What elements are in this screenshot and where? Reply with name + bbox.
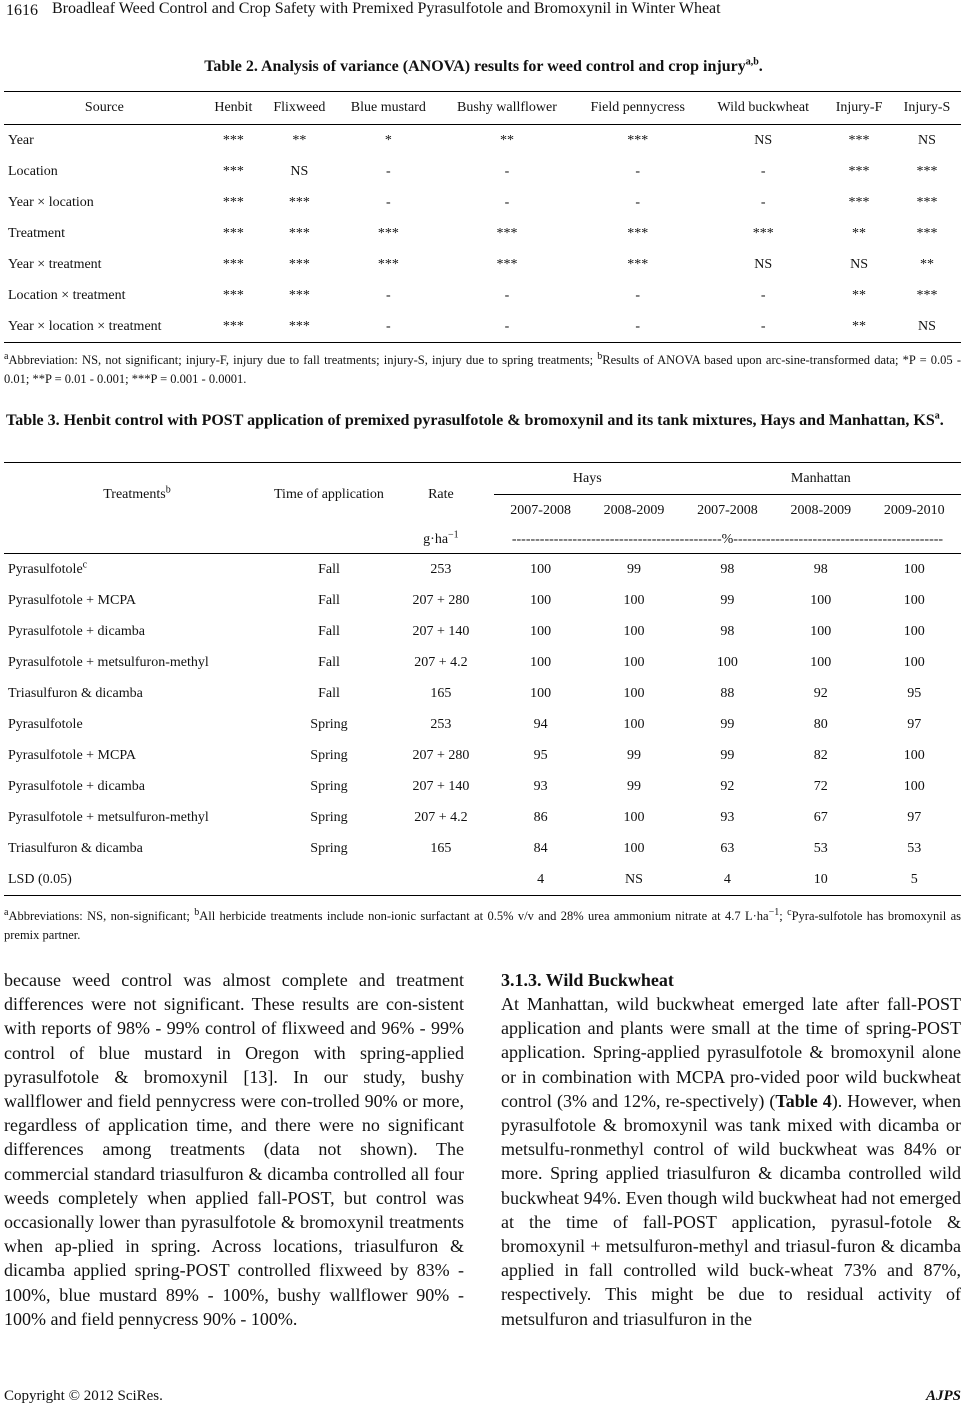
table-row (4, 187, 961, 218)
table-cell: 100 (810, 623, 832, 639)
table3-footnote: $^a$Abbreviations: NS, non-significant; $^b$All herbicide treatments include non-ionic surfactant at 0.5% v/v and 28% urea ammonium nitrate at 4.7 $L\cdot ha^{-1}$; $^c$Pyra-sulfotole has bromoxynil as premix partner. (4, 906, 961, 942)
table-cell: *** (627, 225, 649, 241)
table-cell: 99 (627, 561, 641, 577)
table2-caption-sup: a,b (745, 56, 759, 68)
table-cell (388, 864, 494, 896)
table-row (4, 833, 961, 864)
table-cell: 253 (430, 716, 452, 732)
henbit-header-row-1 (4, 463, 961, 495)
table2-footnote-b: Results of ANOVA based upon arc-sine-transformed data; *P = 0.05 - 0.01; **P = 0.01 - 0.001; ***P = 0.001 - 0.0001. (4, 353, 961, 386)
table-cell: - (635, 287, 641, 303)
table-cell: - (635, 163, 641, 179)
table-cell: 100 (530, 623, 552, 639)
table-row (4, 740, 961, 771)
table-cell: *** (496, 256, 518, 272)
fn-mark-a: a (4, 350, 9, 362)
table-row (4, 678, 961, 709)
table-cell: 207 + 140 (412, 778, 470, 794)
anova-col-header: Source (4, 92, 205, 125)
table-cell: 99 (720, 716, 735, 732)
row-source: Year × location × treatment (4, 311, 205, 343)
row-source: Year × treatment (8, 256, 102, 272)
hays-header: Hays (494, 463, 681, 495)
table-cell: 100 (530, 654, 552, 670)
table-cell: 207 + 280 (412, 747, 470, 763)
table3-footnote-a: Abbreviations: NS, non-significant; (8, 909, 195, 923)
table3-footnote-c: Pyra-sulfotole has bromoxynil as premix partner. (4, 909, 961, 942)
table-cell: 100 (716, 654, 738, 670)
table-row (4, 771, 961, 802)
table-cell: *** (916, 163, 938, 179)
table-cell: *** (627, 256, 649, 272)
table-row (4, 125, 961, 157)
section-heading: 3.1.3. Wild Buckwheat (501, 970, 674, 990)
henbit-table (4, 462, 961, 896)
table-cell: - (635, 194, 641, 210)
table-cell: 100 (903, 747, 925, 763)
treatment-name: Pyrasulfotole + metsulfuron-methyl (8, 654, 209, 670)
table-cell: - (760, 194, 766, 210)
table-cell: 93 (533, 778, 548, 794)
rate-header: Rate (388, 463, 494, 527)
table-cell: 100 (623, 685, 645, 701)
table3-caption-text: Table 3. Henbit control with POST application of premixed pyrasulfotole & bromoxynil and its tank mixtures, Hays and Manhattan, KS (6, 412, 935, 429)
row-source: Treatment (8, 225, 66, 241)
table-cell: *** (377, 225, 399, 241)
table-cell: 100 (903, 654, 925, 670)
table-cell: 97 (907, 716, 922, 732)
row-source: Location (8, 163, 58, 179)
table-cell: 100 (903, 778, 925, 794)
table-cell: 67 (813, 809, 828, 825)
table-cell: 98 (720, 561, 735, 577)
table-cell: Fall (318, 592, 340, 608)
table-cell: 207 + 140 (412, 623, 470, 639)
year-header: 2008-2009 (790, 502, 852, 518)
table-cell: 100 (810, 592, 832, 608)
table-cell: *** (262, 311, 337, 343)
row-source: Location × treatment (8, 287, 126, 303)
table-cell: 72 (813, 778, 828, 794)
table-row (4, 647, 961, 678)
table-cell: 97 (907, 809, 922, 825)
table-cell: *** (205, 311, 262, 343)
treatment-name: Pyrasulfotole + dicamba (8, 778, 145, 794)
anova-col-header: Wild buckwheat (701, 92, 825, 125)
right-column (501, 968, 961, 1331)
table2-caption (6, 58, 961, 76)
table-cell: 99 (720, 592, 735, 608)
table-reference: Table 4 (775, 1090, 832, 1111)
table-cell: *** (222, 132, 244, 148)
table-cell: 100 (903, 592, 925, 608)
table-cell: 100 (810, 654, 832, 670)
table-cell: - (385, 287, 391, 303)
table-row (4, 802, 961, 833)
table-row (4, 616, 961, 647)
table-cell: 92 (720, 778, 735, 794)
year-header: 2008-2009 (603, 502, 665, 518)
table-cell: 93 (720, 809, 735, 825)
running-title: Broadleaf Weed Control and Crop Safety with Premixed Pyrasulfotole and Bromoxynil in Winter Wheat (52, 0, 721, 17)
table3-footnote-b: All herbicide treatments include non-ionic surfactant at 0.5% v/v and 28% urea ammonium nitrate at 4.7 L·ha (199, 909, 769, 923)
table-cell: 5 (867, 864, 961, 896)
table-cell: NS (754, 256, 773, 272)
table-cell: - (760, 163, 766, 179)
anova-col-header: Bushy wallflower (440, 92, 574, 125)
table-row (4, 554, 961, 586)
table-cell: *** (377, 256, 399, 272)
table-cell: *** (848, 163, 870, 179)
table-cell: ** (852, 225, 867, 241)
treatment-name: Pyrasulfotole + metsulfuron-methyl (8, 809, 209, 825)
table-cell: *** (916, 287, 938, 303)
table-cell: - (504, 287, 510, 303)
table-row (4, 311, 961, 343)
row-source: Year × location (8, 194, 94, 210)
table-cell: 100 (530, 685, 552, 701)
table-cell: 80 (813, 716, 828, 732)
treatment-name: LSD (0.05) (4, 864, 270, 896)
table-cell: Spring (310, 716, 348, 732)
table-cell: *** (752, 225, 774, 241)
anova-col-header: Henbit (205, 92, 262, 125)
anova-col-header: Flixweed (262, 92, 337, 125)
table3-caption-end: . (939, 412, 944, 429)
table-cell: 95 (907, 685, 922, 701)
table-row (4, 280, 961, 311)
table-cell: Fall (318, 685, 340, 701)
table-cell: 95 (533, 747, 548, 763)
table-cell: - (385, 163, 391, 179)
table-cell: NS (290, 163, 309, 179)
table-cell: 100 (623, 840, 645, 856)
table-cell: 94 (533, 716, 548, 732)
table-cell: * (384, 132, 392, 148)
table-cell: *** (288, 287, 310, 303)
table-cell: *** (288, 194, 310, 210)
henbit-unit-row (4, 526, 961, 554)
anova-col-header: Field pennycress (574, 92, 701, 125)
table-cell: *** (496, 225, 518, 241)
table-cell: 253 (430, 561, 452, 577)
table-cell: 88 (720, 685, 735, 701)
treatment-name: Pyrasulfotole + MCPA (8, 747, 136, 763)
right-paragraph: At Manhattan, wild buckwheat emerged late after fall-POST application and plants were small at the time of spring-POST application. Spring-applied pyrasulfotole & bromoxynil alone or in combination with MCPA pro-vided poor wild buckwheat control (3% and 12%, re-spectively) (Table 4). However, when pyrasulfotole & bromoxynil was tank mixed with dicamba or metsulfu-ronmethyl control of wild buckwheat was 84% or more. Spring applied triasulfuron & dicamba controlled wild buckwheat 94%. Even though wild buckwheat had not emerged at the time of fall-POST application, pyrasul-fotole & bromoxynil + metsulfuron-methyl and triasul-furon & dicamba applied in fall controlled wild buck-wheat 73% and 87%, respectively. This might be due to residual activity of metsulfuron and triasulfuron in the (501, 994, 961, 1329)
table-cell: 207 + 4.2 (414, 654, 468, 670)
table-cell: 98 (813, 561, 828, 577)
treatment-name: Pyrasulfotole (8, 716, 83, 732)
table-cell: 10 (774, 864, 867, 896)
table-cell: Fall (318, 561, 340, 577)
table-cell: 165 (430, 685, 452, 701)
year-header: 2007-2008 (510, 502, 571, 518)
rate-unit: $g\cdot ha^{-1}$ (388, 526, 494, 554)
table-cell: 165 (430, 840, 452, 856)
treatment-name: Pyrasulfotole + MCPA (8, 592, 136, 608)
row-source: Year (8, 132, 34, 148)
table-row (4, 156, 961, 187)
anova-col-header: Injury-F (825, 92, 893, 125)
table-cell: 92 (813, 685, 828, 701)
table-cell: *** (288, 256, 310, 272)
table2-footnote-a: Abbreviation: NS, not significant; injury-F, injury due to fall treatments; injury-S, injury due to spring treatments; (8, 353, 598, 367)
table-cell: 86 (533, 809, 548, 825)
table-cell: Spring (310, 778, 348, 794)
table-row (4, 218, 961, 249)
table-cell: *** (222, 287, 244, 303)
table-cell: 4 (681, 864, 774, 896)
table-cell: - (504, 194, 510, 210)
table-cell: - (504, 163, 510, 179)
table-cell: 100 (530, 561, 552, 577)
table-cell: - (574, 311, 701, 343)
table3-caption (6, 410, 961, 432)
table-cell: *** (916, 194, 938, 210)
treatments-header: Treatments$^b$ (4, 463, 270, 527)
left-paragraph: because weed control was almost complete and treatment differences were not significant. These results are con-sistent with reports of 98% - 99% control of flixweed and 96% - 99% control of blue mustard in Oregon with spring-applied pyrasulfotole & bromoxynil [13]. In our study, bushy wallflower and field pennycress were con-trolled 90% or more, regardless of application time, and there were no significant differences among treatments (data not shown). The commercial standard triasulfuron & dicamba controlled all four weeds completely when applied fall-POST, but control was occasionally lower than pyrasulfotole & bromoxynil treatments when ap-plied in spring. Across locations, triasulfuron & dicamba applied spring-POST controlled flixweed by 83% - 100%, blue mustard 89% - 100%, bushy wallflower 90% - 100% and field pennycress 90% - 100%. (4, 970, 464, 1329)
table-cell: Spring (310, 840, 348, 856)
table-cell: 100 (623, 716, 645, 732)
table-cell: Spring (310, 747, 348, 763)
table-cell: 207 + 280 (412, 592, 470, 608)
table-cell: *** (848, 132, 870, 148)
table-cell: NS (850, 256, 868, 272)
table-cell: 63 (720, 840, 735, 856)
table-cell: 53 (813, 840, 828, 856)
table-cell: *** (848, 194, 870, 210)
running-header (0, 0, 967, 24)
table3-footnote-b-sup: −1 (768, 906, 780, 918)
table-cell: NS (918, 132, 936, 148)
table-cell: 100 (903, 561, 925, 577)
treatment-sup: c (82, 558, 88, 570)
table-cell: ** (920, 256, 934, 272)
table-row (4, 709, 961, 740)
treatment-name: Pyrasulfotole + dicamba (8, 623, 145, 639)
table-row (4, 585, 961, 616)
treatment-name: Pyrasulfotole$^c$ (8, 558, 88, 577)
fn-mark-c: c (787, 906, 792, 918)
table-cell: 207 + 4.2 (414, 809, 468, 825)
page-number: 1616 (6, 2, 38, 19)
table-cell: 82 (813, 747, 828, 763)
treatment-name: Triasulfuron & dicamba (8, 840, 143, 856)
year-header: 2007-2008 (697, 502, 758, 518)
anova-col-header: Blue mustard (337, 92, 440, 125)
table-cell: ** (825, 311, 893, 343)
table-cell: 100 (530, 592, 552, 608)
table-row (4, 249, 961, 280)
table-cell: ** (499, 132, 514, 148)
table-row (4, 864, 961, 896)
table-cell: Fall (318, 654, 340, 670)
anova-col-header: Injury-S (893, 92, 961, 125)
table-cell (270, 864, 388, 896)
table-cell: 53 (907, 840, 922, 856)
table3-caption-sup: a (934, 410, 940, 422)
table-cell: *** (288, 225, 310, 241)
percent-rule: ---------------------------------------------%--------------------------------------------- (494, 526, 961, 554)
left-column (4, 968, 464, 1331)
copyright: Copyright © 2012 SciRes. (4, 1388, 163, 1404)
fn-mark-b: b (597, 350, 603, 362)
anova-table (4, 91, 961, 343)
table-cell: 100 (623, 623, 645, 639)
table-cell: *** (627, 132, 649, 148)
table-cell: 84 (533, 840, 548, 856)
page-footer (4, 1388, 961, 1405)
table-cell: 100 (623, 654, 645, 670)
anova-header-row (4, 92, 961, 125)
table-cell: NS (587, 864, 680, 896)
table-cell: 99 (627, 747, 641, 763)
table-cell: NS (893, 311, 961, 343)
year-header: 2009-2010 (883, 502, 945, 518)
table-cell: - (440, 311, 574, 343)
table-cell: - (337, 311, 440, 343)
table-cell: 100 (623, 809, 645, 825)
table-cell: *** (222, 163, 244, 179)
table2-footnote (4, 351, 961, 389)
table-cell: 98 (720, 623, 735, 639)
table-cell: *** (222, 256, 244, 272)
time-header: Time of application (270, 463, 388, 527)
table-cell: *** (916, 225, 938, 241)
manhattan-header: Manhattan (681, 463, 961, 495)
journal-name: AJPS (925, 1388, 961, 1404)
table-cell: *** (222, 225, 244, 241)
table-cell: Spring (310, 809, 348, 825)
table-cell: ** (852, 287, 867, 303)
table-cell: - (760, 287, 766, 303)
fn-mark-a: a (4, 906, 9, 918)
table-cell: 100 (623, 592, 645, 608)
table2-caption-end: . (758, 58, 763, 75)
table-cell: 100 (903, 623, 925, 639)
table-cell: ** (292, 132, 307, 148)
table-cell: NS (754, 132, 773, 148)
table-cell: - (701, 311, 825, 343)
table-cell: Fall (318, 623, 340, 639)
table-cell: *** (222, 194, 244, 210)
table-cell: 4 (494, 864, 587, 896)
table2-caption-text: Table 2. Analysis of variance (ANOVA) results for weed control and crop injury (204, 58, 746, 75)
table-cell: - (385, 194, 391, 210)
treatment-name: Triasulfuron & dicamba (8, 685, 143, 701)
table-cell: 99 (720, 747, 735, 763)
table-cell: 99 (627, 778, 641, 794)
fn-mark-b: b (194, 906, 200, 918)
